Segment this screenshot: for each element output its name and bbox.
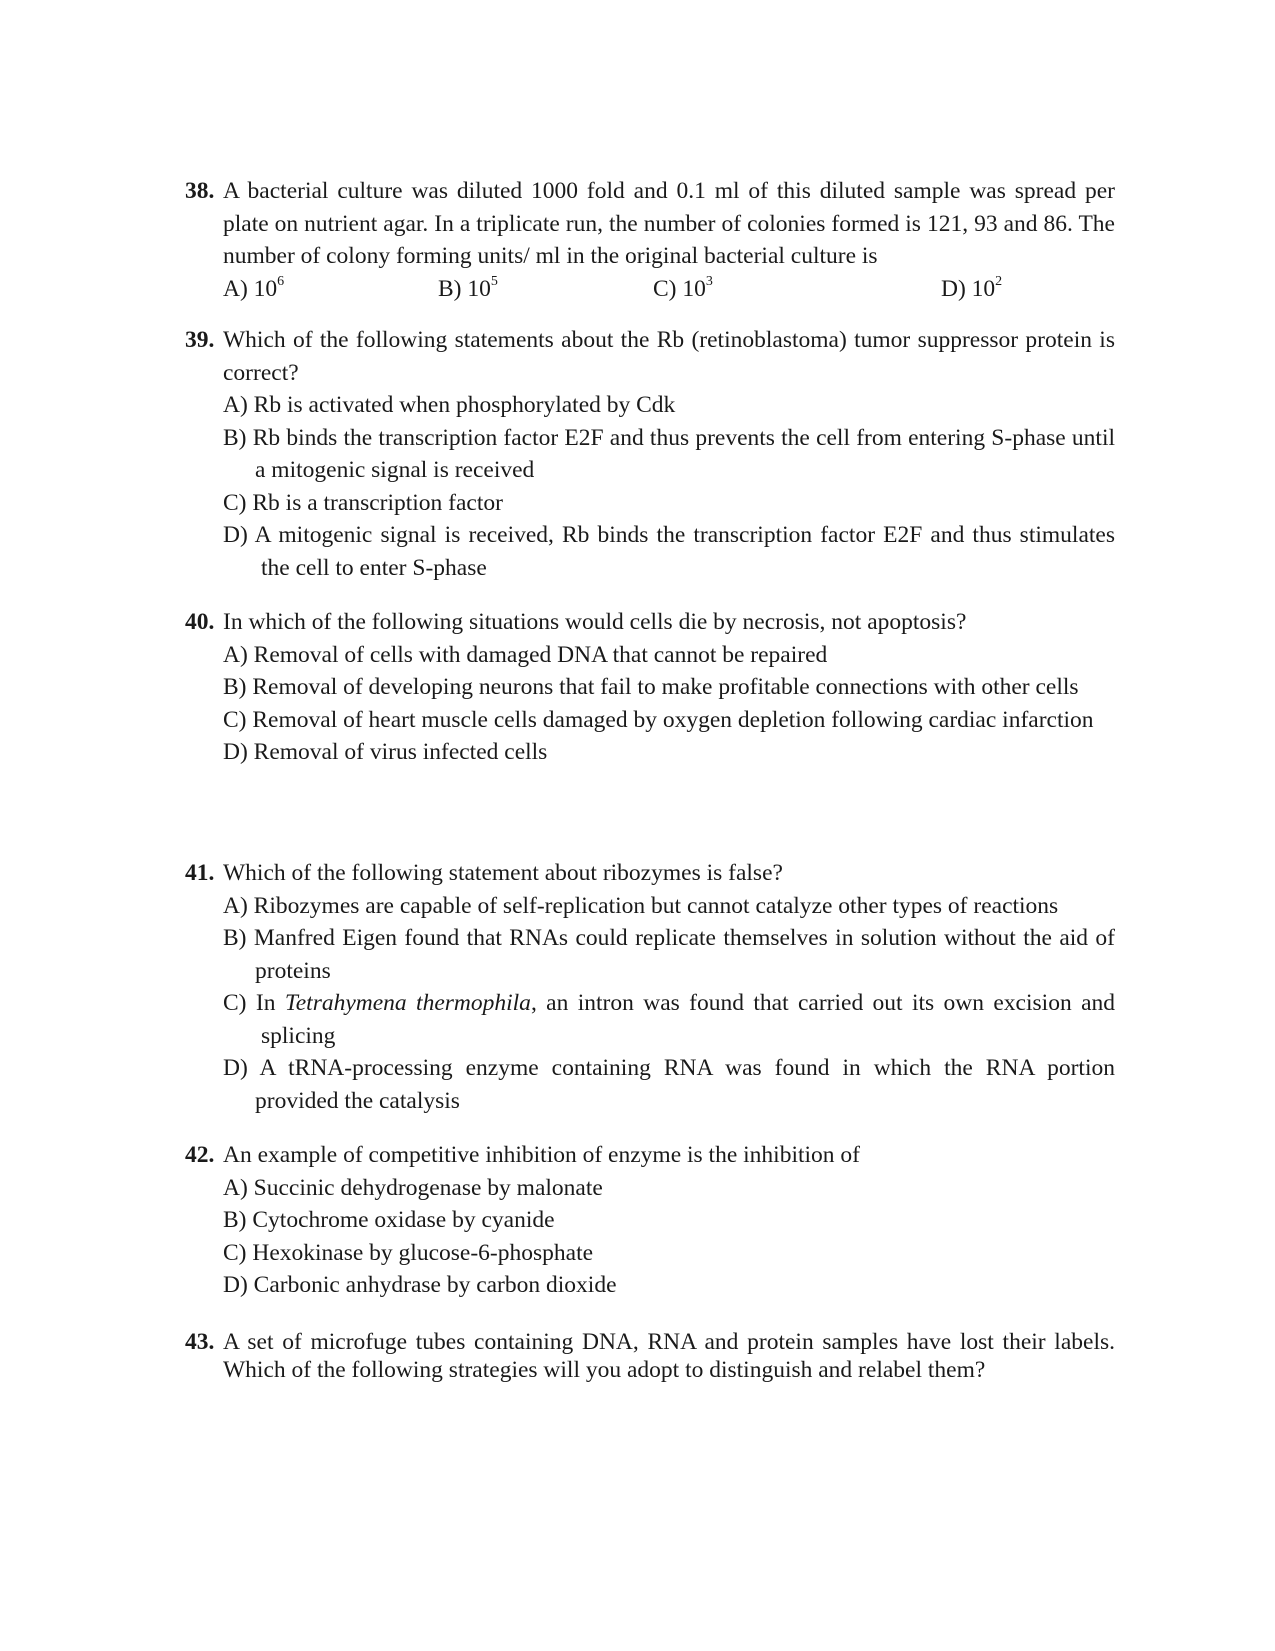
option-c: C) In Tetrahymena thermophila, an intron was found that carried out its own excision and splicing bbox=[223, 990, 1115, 1049]
question-43 bbox=[185, 1328, 1115, 1384]
question-42-stem bbox=[185, 1139, 1115, 1172]
species-name: Tetrahymena thermophila bbox=[284, 990, 531, 1016]
question-number: 39. bbox=[185, 327, 215, 353]
question-41-stem bbox=[185, 857, 1115, 890]
question-number: 43. bbox=[185, 1329, 215, 1355]
question-text: Which of the following statements about the Rb (retinoblastoma) tumor suppressor protein is correct? bbox=[223, 327, 1115, 386]
option-a: A) Succinic dehydrogenase by malonate bbox=[223, 1174, 603, 1201]
question-text: Which of the following statement about ribozymes is false? bbox=[223, 860, 783, 886]
question-text: An example of competitive inhibition of enzyme is the inhibition of bbox=[223, 1142, 860, 1168]
question-text: In which of the following situations would cells die by necrosis, not apoptosis? bbox=[223, 609, 967, 635]
question-43-stem bbox=[185, 1328, 1115, 1384]
option-a: A) Rb is activated when phosphorylated by Cdk bbox=[223, 392, 676, 418]
question-41 bbox=[185, 857, 1115, 1117]
option-c: C) Rb is a transcription factor bbox=[223, 489, 503, 516]
question-number: 42. bbox=[185, 1142, 215, 1168]
option-d: D) A mitogenic signal is received, Rb binds the transcription factor E2F and thus stimulates the cell to enter S-phase bbox=[223, 522, 1115, 581]
question-40 bbox=[185, 606, 1115, 769]
question-text: A set of microfuge tubes containing DNA, RNA and protein samples have lost their labels. Which of the following strategies will you adopt to distinguish and relabel them? bbox=[223, 1329, 1115, 1383]
question-text: A bacterial culture was diluted 1000 fold and 0.1 ml of this diluted sample was spread per plate on nutrient agar. In a triplicate run, the number of colonies formed is 121, 93 and 86. The number of colony forming units/ ml in the original bacterial culture is bbox=[223, 178, 1115, 269]
question-number: 40. bbox=[185, 609, 215, 635]
question-38 bbox=[185, 175, 1115, 305]
question-number: 41. bbox=[185, 860, 215, 886]
option-b: B) Manfred Eigen found that RNAs could replicate themselves in solution without the aid of proteins bbox=[223, 925, 1116, 984]
question-number: 38. bbox=[185, 178, 215, 204]
option-b: B) Removal of developing neurons that fail to make profitable connections with other cells bbox=[223, 674, 1079, 700]
option-a: A) Ribozymes are capable of self-replication but cannot catalyze other types of reactions bbox=[223, 892, 1059, 919]
question-42 bbox=[185, 1139, 1115, 1302]
option-a: A) $10^6$ bbox=[223, 273, 285, 302]
question-39-stem bbox=[185, 324, 1115, 389]
option-d: D) Removal of virus infected cells bbox=[223, 739, 548, 765]
option-c: C) Hexokinase by glucose-6-phosphate bbox=[223, 1239, 594, 1266]
question-38-stem bbox=[185, 175, 1115, 273]
option-d: D) $10^2$ bbox=[941, 273, 1003, 302]
option-b: B) $10^5$ bbox=[438, 273, 498, 302]
option-b: B) Cytochrome oxidase by cyanide bbox=[223, 1207, 555, 1233]
option-b: B) Rb binds the transcription factor E2F and thus prevents the cell from entering S-phase until a mitogenic signal is received bbox=[223, 424, 1115, 483]
option-c: C) Removal of heart muscle cells damaged by oxygen depletion following cardiac infarction bbox=[223, 706, 1094, 733]
options-row bbox=[185, 273, 1115, 305]
option-d: D) A tRNA-processing enzyme containing RNA was found in which the RNA portion provided the catalysis bbox=[223, 1055, 1115, 1114]
question-40-stem bbox=[185, 606, 1115, 639]
option-a: A) Removal of cells with damaged DNA that cannot be repaired bbox=[223, 641, 828, 668]
option-d: D) Carbonic anhydrase by carbon dioxide bbox=[223, 1272, 617, 1298]
question-39 bbox=[185, 324, 1115, 584]
option-c: C) $10^3$ bbox=[653, 273, 713, 302]
